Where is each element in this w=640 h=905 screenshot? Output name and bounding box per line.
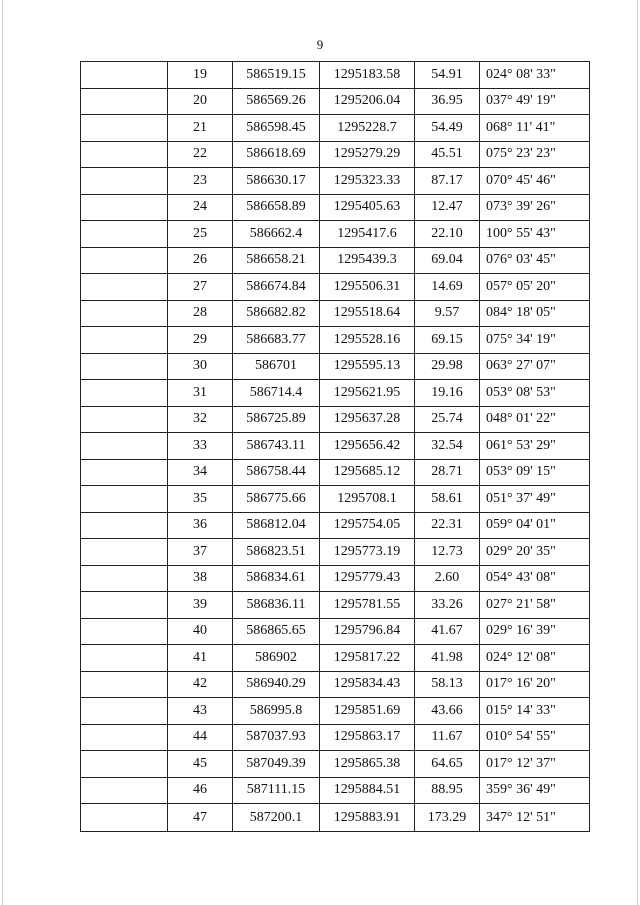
blank-cell [81, 486, 168, 513]
point-number-cell: 39 [168, 592, 233, 619]
distance-cell: 88.95 [415, 777, 480, 804]
x-coordinate-cell: 587111.15 [233, 777, 320, 804]
point-number-cell: 32 [168, 406, 233, 433]
x-coordinate-cell: 586658.89 [233, 194, 320, 221]
table-row [81, 592, 590, 619]
point-number-cell: 47 [168, 804, 233, 832]
y-coordinate-cell: 1295506.31 [320, 274, 415, 301]
distance-cell: 69.15 [415, 327, 480, 354]
point-number-cell: 33 [168, 433, 233, 460]
bearing-cell: 024° 08' 33" [480, 62, 590, 89]
blank-cell [81, 459, 168, 486]
point-number-cell: 35 [168, 486, 233, 513]
table-row [81, 274, 590, 301]
blank-cell [81, 645, 168, 672]
y-coordinate-cell: 1295206.04 [320, 88, 415, 115]
x-coordinate-cell: 587200.1 [233, 804, 320, 832]
table-row [81, 247, 590, 274]
x-coordinate-cell: 586902 [233, 645, 320, 672]
blank-cell [81, 115, 168, 142]
distance-cell: 36.95 [415, 88, 480, 115]
table-row [81, 645, 590, 672]
distance-cell: 29.98 [415, 353, 480, 380]
table-row [81, 671, 590, 698]
bearing-cell: 051° 37' 49" [480, 486, 590, 513]
distance-cell: 58.13 [415, 671, 480, 698]
blank-cell [81, 380, 168, 407]
bearing-cell: 068° 11' 41" [480, 115, 590, 142]
distance-cell: 32.54 [415, 433, 480, 460]
bearing-cell: 027° 21' 58" [480, 592, 590, 619]
y-coordinate-cell: 1295851.69 [320, 698, 415, 725]
blank-cell [81, 671, 168, 698]
x-coordinate-cell: 586812.04 [233, 512, 320, 539]
blank-cell [81, 777, 168, 804]
distance-cell: 33.26 [415, 592, 480, 619]
bearing-cell: 053° 09' 15" [480, 459, 590, 486]
x-coordinate-cell: 586940.29 [233, 671, 320, 698]
y-coordinate-cell: 1295708.1 [320, 486, 415, 513]
blank-cell [81, 194, 168, 221]
x-coordinate-cell: 586598.45 [233, 115, 320, 142]
table-row [81, 141, 590, 168]
point-number-cell: 24 [168, 194, 233, 221]
x-coordinate-cell: 586834.61 [233, 565, 320, 592]
x-coordinate-cell: 586630.17 [233, 168, 320, 195]
table-body [81, 62, 590, 832]
bearing-cell: 070° 45' 46" [480, 168, 590, 195]
distance-cell: 25.74 [415, 406, 480, 433]
point-number-cell: 23 [168, 168, 233, 195]
y-coordinate-cell: 1295439.3 [320, 247, 415, 274]
point-number-cell: 21 [168, 115, 233, 142]
bearing-cell: 017° 12' 37" [480, 751, 590, 778]
bearing-cell: 024° 12' 08" [480, 645, 590, 672]
scan-edge-left [2, 0, 3, 905]
y-coordinate-cell: 1295773.19 [320, 539, 415, 566]
y-coordinate-cell: 1295595.13 [320, 353, 415, 380]
x-coordinate-cell: 586775.66 [233, 486, 320, 513]
page-number: 9 [316, 37, 324, 52]
x-coordinate-cell: 586836.11 [233, 592, 320, 619]
distance-cell: 2.60 [415, 565, 480, 592]
y-coordinate-cell: 1295863.17 [320, 724, 415, 751]
boundary-coordinates-table [80, 61, 590, 832]
y-coordinate-cell: 1295637.28 [320, 406, 415, 433]
table-row [81, 300, 590, 327]
table-row [81, 62, 590, 89]
distance-cell: 54.49 [415, 115, 480, 142]
scan-edge-right [637, 0, 638, 905]
bearing-cell: 029° 20' 35" [480, 539, 590, 566]
x-coordinate-cell: 586618.69 [233, 141, 320, 168]
bearing-cell: 073° 39' 26" [480, 194, 590, 221]
y-coordinate-cell: 1295781.55 [320, 592, 415, 619]
table-row [81, 618, 590, 645]
x-coordinate-cell: 586569.26 [233, 88, 320, 115]
distance-cell: 12.73 [415, 539, 480, 566]
blank-cell [81, 221, 168, 248]
blank-cell [81, 353, 168, 380]
y-coordinate-cell: 1295621.95 [320, 380, 415, 407]
table-row [81, 804, 590, 832]
distance-cell: 22.10 [415, 221, 480, 248]
distance-cell: 9.57 [415, 300, 480, 327]
blank-cell [81, 804, 168, 832]
distance-cell: 19.16 [415, 380, 480, 407]
bearing-cell: 059° 04' 01" [480, 512, 590, 539]
x-coordinate-cell: 586823.51 [233, 539, 320, 566]
distance-cell: 58.61 [415, 486, 480, 513]
blank-cell [81, 512, 168, 539]
y-coordinate-cell: 1295528.16 [320, 327, 415, 354]
y-coordinate-cell: 1295754.05 [320, 512, 415, 539]
point-number-cell: 25 [168, 221, 233, 248]
y-coordinate-cell: 1295865.38 [320, 751, 415, 778]
y-coordinate-cell: 1295834.43 [320, 671, 415, 698]
table-row [81, 380, 590, 407]
bearing-cell: 015° 14' 33" [480, 698, 590, 725]
distance-cell: 22.31 [415, 512, 480, 539]
x-coordinate-cell: 586683.77 [233, 327, 320, 354]
blank-cell [81, 406, 168, 433]
bearing-cell: 076° 03' 45" [480, 247, 590, 274]
point-number-cell: 27 [168, 274, 233, 301]
point-number-cell: 36 [168, 512, 233, 539]
point-number-cell: 20 [168, 88, 233, 115]
distance-cell: 43.66 [415, 698, 480, 725]
point-number-cell: 44 [168, 724, 233, 751]
bearing-cell: 054° 43' 08" [480, 565, 590, 592]
distance-cell: 41.67 [415, 618, 480, 645]
bearing-cell: 057° 05' 20" [480, 274, 590, 301]
x-coordinate-cell: 586682.82 [233, 300, 320, 327]
blank-cell [81, 62, 168, 89]
bearing-cell: 359° 36' 49" [480, 777, 590, 804]
point-number-cell: 31 [168, 380, 233, 407]
point-number-cell: 42 [168, 671, 233, 698]
y-coordinate-cell: 1295883.91 [320, 804, 415, 832]
x-coordinate-cell: 586865.65 [233, 618, 320, 645]
blank-cell [81, 592, 168, 619]
y-coordinate-cell: 1295405.63 [320, 194, 415, 221]
table-row [81, 698, 590, 725]
point-number-cell: 40 [168, 618, 233, 645]
bearing-cell: 100° 55' 43" [480, 221, 590, 248]
point-number-cell: 19 [168, 62, 233, 89]
blank-cell [81, 300, 168, 327]
point-number-cell: 34 [168, 459, 233, 486]
distance-cell: 12.47 [415, 194, 480, 221]
bearing-cell: 075° 23' 23" [480, 141, 590, 168]
x-coordinate-cell: 587037.93 [233, 724, 320, 751]
y-coordinate-cell: 1295796.84 [320, 618, 415, 645]
x-coordinate-cell: 586743.11 [233, 433, 320, 460]
distance-cell: 41.98 [415, 645, 480, 672]
bearing-cell: 084° 18' 05" [480, 300, 590, 327]
y-coordinate-cell: 1295518.64 [320, 300, 415, 327]
point-number-cell: 43 [168, 698, 233, 725]
point-number-cell: 28 [168, 300, 233, 327]
distance-cell: 11.67 [415, 724, 480, 751]
table-row [81, 751, 590, 778]
table-row [81, 565, 590, 592]
blank-cell [81, 274, 168, 301]
point-number-cell: 46 [168, 777, 233, 804]
table-row [81, 353, 590, 380]
table-row [81, 486, 590, 513]
bearing-cell: 010° 54' 55" [480, 724, 590, 751]
blank-cell [81, 247, 168, 274]
bearing-cell: 048° 01' 22" [480, 406, 590, 433]
bearing-cell: 347° 12' 51" [480, 804, 590, 832]
bearing-cell: 017° 16' 20" [480, 671, 590, 698]
x-coordinate-cell: 586674.84 [233, 274, 320, 301]
table-row [81, 539, 590, 566]
table-row [81, 406, 590, 433]
x-coordinate-cell: 586995.8 [233, 698, 320, 725]
x-coordinate-cell: 586725.89 [233, 406, 320, 433]
x-coordinate-cell: 586758.44 [233, 459, 320, 486]
table-row [81, 194, 590, 221]
point-number-cell: 45 [168, 751, 233, 778]
point-number-cell: 29 [168, 327, 233, 354]
blank-cell [81, 168, 168, 195]
blank-cell [81, 327, 168, 354]
table-row [81, 459, 590, 486]
table-row [81, 433, 590, 460]
bearing-cell: 037° 49' 19" [480, 88, 590, 115]
table-row [81, 512, 590, 539]
table-row [81, 777, 590, 804]
distance-cell: 69.04 [415, 247, 480, 274]
y-coordinate-cell: 1295817.22 [320, 645, 415, 672]
x-coordinate-cell: 586662.4 [233, 221, 320, 248]
y-coordinate-cell: 1295417.6 [320, 221, 415, 248]
distance-cell: 45.51 [415, 141, 480, 168]
point-number-cell: 26 [168, 247, 233, 274]
blank-cell [81, 698, 168, 725]
bearing-cell: 075° 34' 19" [480, 327, 590, 354]
table-row [81, 724, 590, 751]
y-coordinate-cell: 1295279.29 [320, 141, 415, 168]
point-number-cell: 38 [168, 565, 233, 592]
distance-cell: 54.91 [415, 62, 480, 89]
blank-cell [81, 618, 168, 645]
x-coordinate-cell: 586714.4 [233, 380, 320, 407]
point-number-cell: 22 [168, 141, 233, 168]
distance-cell: 64.65 [415, 751, 480, 778]
y-coordinate-cell: 1295656.42 [320, 433, 415, 460]
table-row [81, 88, 590, 115]
distance-cell: 87.17 [415, 168, 480, 195]
blank-cell [81, 565, 168, 592]
blank-cell [81, 88, 168, 115]
point-number-cell: 37 [168, 539, 233, 566]
distance-cell: 28.71 [415, 459, 480, 486]
x-coordinate-cell: 586519.15 [233, 62, 320, 89]
bearing-cell: 053° 08' 53" [480, 380, 590, 407]
y-coordinate-cell: 1295323.33 [320, 168, 415, 195]
blank-cell [81, 539, 168, 566]
y-coordinate-cell: 1295228.7 [320, 115, 415, 142]
distance-cell: 14.69 [415, 274, 480, 301]
table-row [81, 115, 590, 142]
y-coordinate-cell: 1295183.58 [320, 62, 415, 89]
x-coordinate-cell: 587049.39 [233, 751, 320, 778]
point-number-cell: 41 [168, 645, 233, 672]
blank-cell [81, 724, 168, 751]
bearing-cell: 063° 27' 07" [480, 353, 590, 380]
table-row [81, 327, 590, 354]
distance-cell: 173.29 [415, 804, 480, 832]
blank-cell [81, 751, 168, 778]
y-coordinate-cell: 1295884.51 [320, 777, 415, 804]
point-number-cell: 30 [168, 353, 233, 380]
table-row [81, 221, 590, 248]
y-coordinate-cell: 1295779.43 [320, 565, 415, 592]
bearing-cell: 061° 53' 29" [480, 433, 590, 460]
bearing-cell: 029° 16' 39" [480, 618, 590, 645]
blank-cell [81, 141, 168, 168]
blank-cell [81, 433, 168, 460]
x-coordinate-cell: 586701 [233, 353, 320, 380]
table-row [81, 168, 590, 195]
y-coordinate-cell: 1295685.12 [320, 459, 415, 486]
x-coordinate-cell: 586658.21 [233, 247, 320, 274]
